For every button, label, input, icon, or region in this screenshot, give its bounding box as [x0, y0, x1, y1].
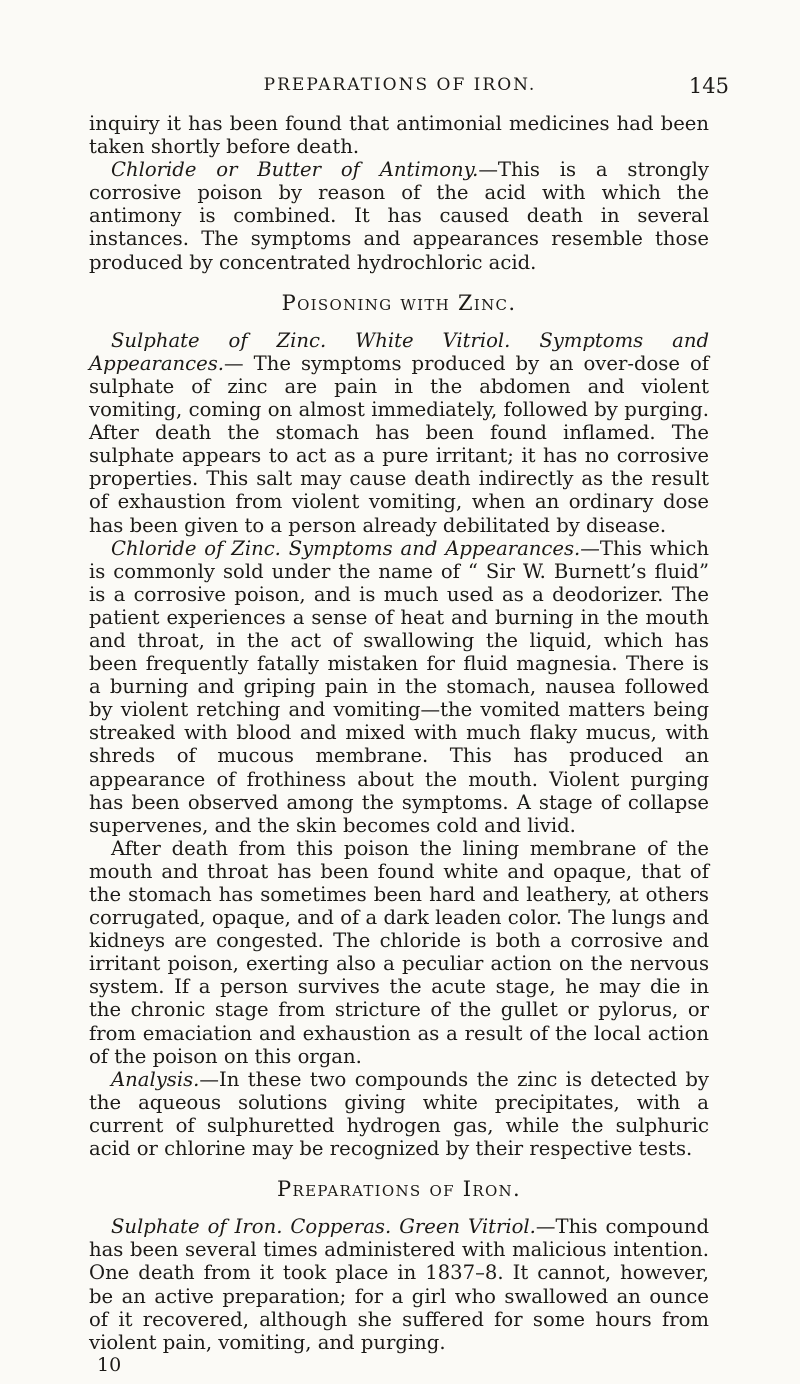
paragraph-sulphate-of-zinc [89, 329, 709, 537]
paragraph-sulphate-of-iron [89, 1215, 709, 1354]
paragraph-text: —This compound has been several times administered with malicious intention. One death from it took place in 1837–8. It cannot, however, be an active preparation; for a girl who swallowed an ounce of it recovered, although she suffered for some hours from violent pain, vomiting, and purging. [89, 1215, 709, 1354]
paragraph-heading: Chloride or Butter of Antimony. [111, 158, 479, 182]
section-heading-iron: Preparations of Iron. [277, 1177, 521, 1202]
section-heading-zinc: Poisoning with Zinc. [281, 290, 517, 315]
paragraph-heading: Chloride of Zinc. Symptoms and Appearances. [111, 536, 581, 560]
paragraph-heading: Analysis. [111, 1067, 200, 1091]
paragraph-text: inquiry it has been found that antimonial medicines had been taken shortly before death. [89, 112, 709, 159]
paragraph-chloride-of-zinc [89, 537, 709, 837]
paragraph-heading: Sulphate of Zinc. White Vitriol. Symptoms and Appearances. [89, 328, 709, 375]
paragraph-text: After death from this poison the lining membrane of the mouth and throat has been found white and opaque, that of the stomach has sometimes been hard and leathery, at others corrugated, opaque, and of a dark leaden color. The lungs and kidneys are congested. The chloride is both a corrosive and irritant poison, exerting also a peculiar action on the nervous system. If a person survives the acute stage, he may die in the chronic stage from stricture of the gullet or pylorus, or from emaciation and exhaustion as a result of the local action of the poison on this organ. [89, 836, 709, 1068]
page-number: 145 [688, 74, 729, 98]
paragraph-analysis [89, 1068, 709, 1160]
paragraph-text: — The symptoms produced by an over-dose of sulphate of zinc are pain in the abdomen and violent vomiting, coming on almost immediately, followed by purging. After death the stomach has been found inflamed. The sulphate appears to act as a pure irritant; it has no corrosive properties. This salt may cause death indirectly as the result of exhaustion from violent vomiting, when an ordinary dose has been given to a person already debilitated by disease. [89, 351, 709, 537]
paragraph-text: —This is a strongly corrosive poison by reason of the acid with which the antimony is combined. It has caused death in several instances. The symptoms and appearances resemble those produced by concentrated hydrochloric acid. [89, 158, 709, 274]
running-head [0, 75, 800, 105]
paragraph-heading: Sulphate of Iron. Copperas. Green Vitriol. [111, 1215, 536, 1239]
body-text [89, 112, 709, 1377]
paragraph-chloride-of-antimony [89, 158, 709, 273]
paragraph-continued [89, 112, 709, 158]
paragraph-text: —This which is commonly sold under the name of “ Sir W. Burnett’s fluid” is a corrosive poison, and is much used as a deodorizer. The patient experiences a sense of heat and burning in the mouth and throat, in the act of swallowing the liquid, which has been frequently fatally mistaken for fluid magnesia. There is a burning and griping pain in the stomach, nausea followed by violent retching and vomiting—the vomited matters being streaked with blood and mixed with much flaky mucus, with shreds of mucous membrane. This has produced an appearance of frothiness about the mouth. Violent purging has been observed among the symptoms. A stage of collapse supervenes, and the skin becomes cold and livid. [89, 536, 709, 837]
running-title: PREPARATIONS OF IRON. [263, 75, 537, 95]
signature-mark: 10 [97, 1353, 122, 1376]
paragraph-text: —In these two compounds the zinc is detected by the aqueous solutions giving white precipitates, with a current of sulphuretted hydrogen gas, while the sulphuric acid or chlorine may be recognized by their respective tests. [89, 1067, 709, 1161]
paragraph-after-death [89, 837, 709, 1068]
